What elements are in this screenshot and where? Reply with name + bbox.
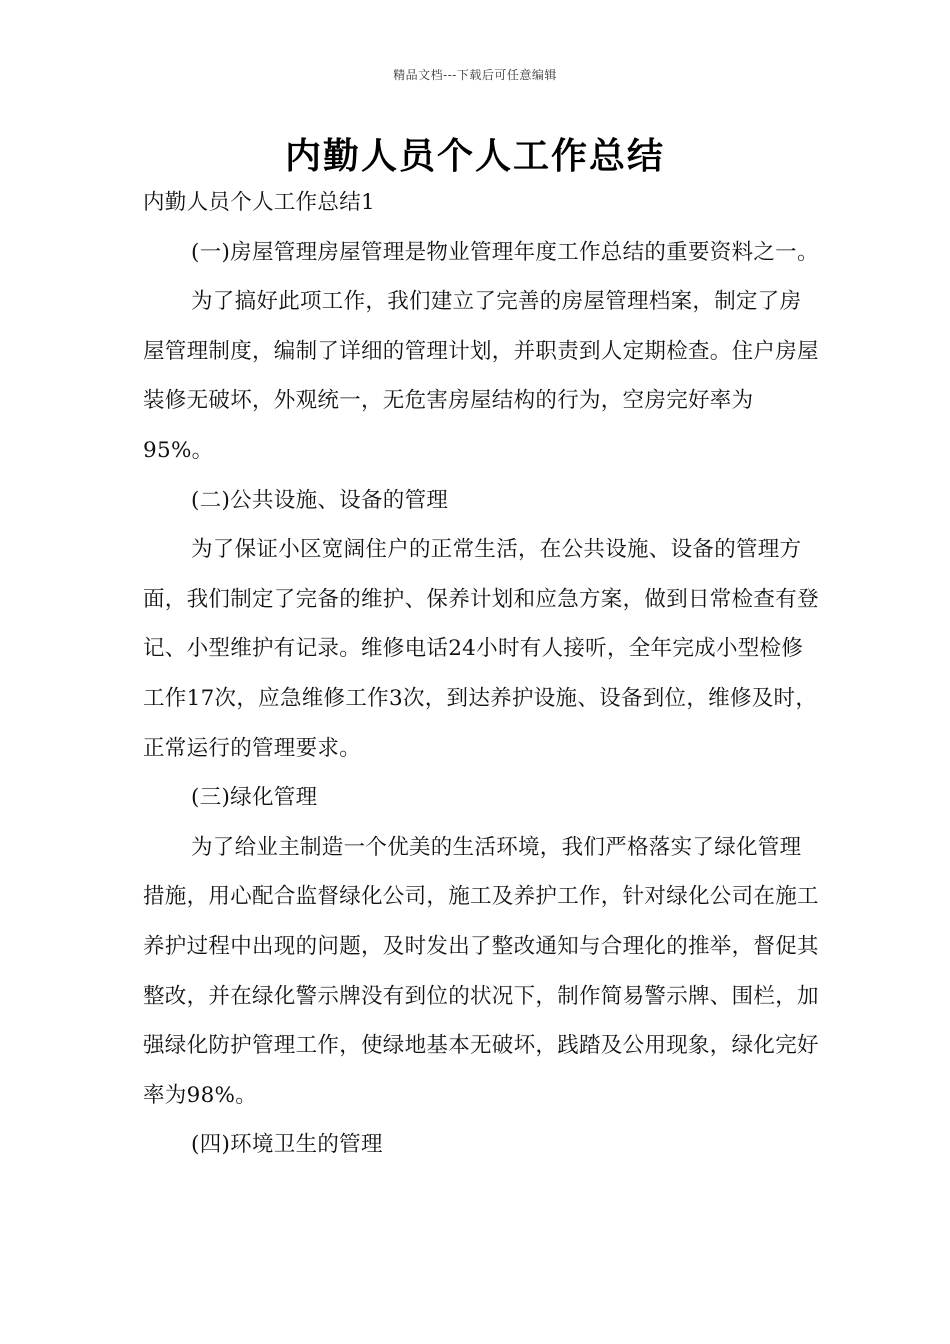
- document-title: 内勤人员个人工作总结: [284, 136, 665, 177]
- paragraph: 为了搞好此项工作，我们建立了完善的房屋管理档案，制定了房屋管理制度，编制了详细的管理计划，并职责到人定期检查。住户房屋装修无破坏，外观统一，无危害房屋结构的行为，空房完好率为95%。: [143, 289, 819, 463]
- paragraph: (四)环境卫生的管理: [191, 1132, 383, 1158]
- document-body: [143, 178, 823, 1170]
- paragraph: (二)公共设施、设备的管理: [191, 487, 449, 513]
- section-heading: 内勤人员个人工作总结1: [143, 190, 375, 215]
- paragraph: 为了保证小区宽阔住户的正常生活，在公共设施、设备的管理方面，我们制定了完备的维护、保养计划和应急方案，做到日常检查有登记、小型维护有记录。维修电话24小时有人接听，全年完成小型检修工作17次，应急维修工作3次，到达养护设施、设备到位，维修及时，正常运行的管理要求。: [143, 537, 819, 761]
- paragraph: (一)房屋管理房屋管理是物业管理年度工作总结的重要资料之一。: [191, 239, 819, 265]
- header-note: 精品文档---下载后可任意编辑: [393, 68, 557, 82]
- paragraph: (三)绿化管理: [191, 785, 318, 811]
- paragraph: 为了给业主制造一个优美的生活环境，我们严格落实了绿化管理措施，用心配合监督绿化公司，施工及养护工作，针对绿化公司在施工养护过程中出现的问题，及时发出了整改通知与合理化的推举，督促其整改，并在绿化警示牌没有到位的状况下，制作简易警示牌、围栏，加强绿化防护管理工作，使绿地基本无破坏，践踏及公用现象，绿化完好率为98%。: [143, 834, 819, 1108]
